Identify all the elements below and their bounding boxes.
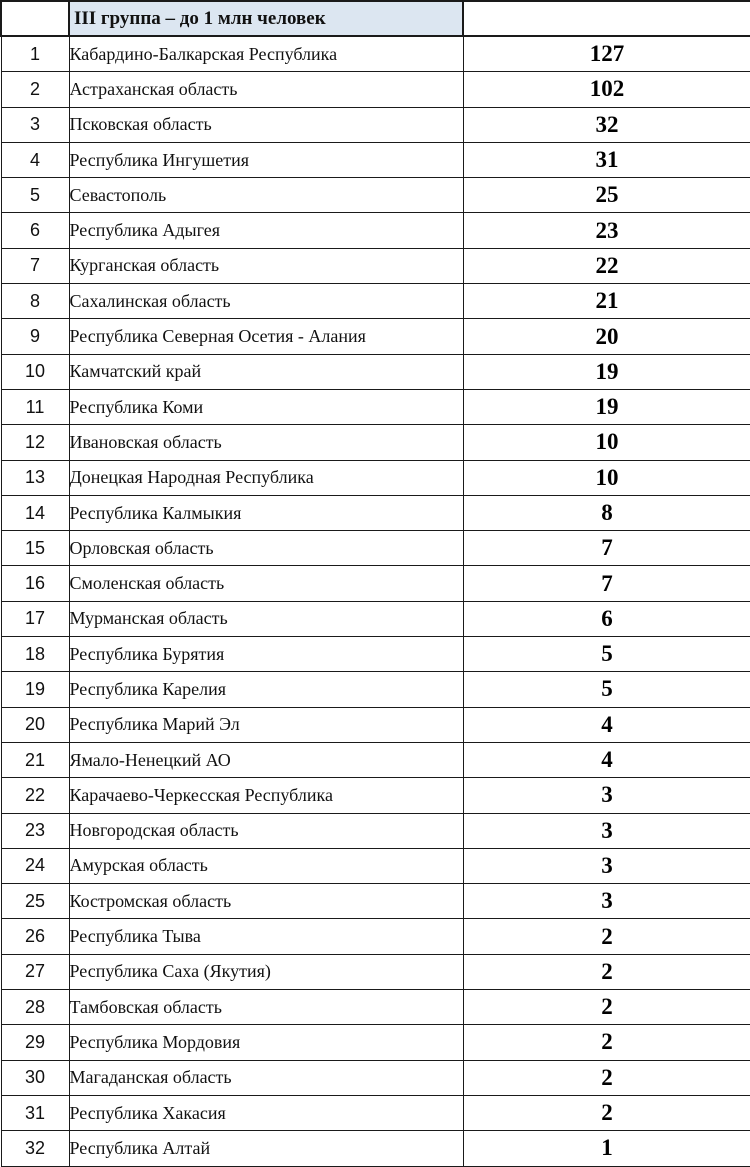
count-value-cell[interactable]: 32 (463, 107, 750, 142)
count-value-cell[interactable]: 2 (463, 1095, 750, 1130)
table-row (1, 36, 750, 72)
table-row (1, 425, 750, 460)
region-name-cell[interactable]: Республика Саха (Якутия) (69, 954, 463, 989)
table-row (1, 601, 750, 636)
region-name-cell[interactable]: Тамбовская область (69, 990, 463, 1025)
count-value-cell[interactable]: 10 (463, 460, 750, 495)
table-row (1, 495, 750, 530)
row-number-cell[interactable]: 32 (1, 1131, 69, 1166)
table-row (1, 213, 750, 248)
region-name-cell[interactable]: Амурская область (69, 848, 463, 883)
table-row (1, 813, 750, 848)
row-number-cell[interactable]: 27 (1, 954, 69, 989)
row-number-cell[interactable]: 25 (1, 884, 69, 919)
table-row (1, 319, 750, 354)
region-name-cell[interactable]: Сахалинская область (69, 284, 463, 319)
table-row (1, 354, 750, 389)
row-number-cell[interactable]: 30 (1, 1060, 69, 1095)
row-number-cell[interactable]: 5 (1, 178, 69, 213)
row-number-cell[interactable]: 15 (1, 531, 69, 566)
region-name-cell[interactable]: Магаданская область (69, 1060, 463, 1095)
count-value-cell[interactable]: 10 (463, 425, 750, 460)
count-value-cell[interactable]: 31 (463, 142, 750, 177)
table-row (1, 1131, 750, 1166)
row-number-cell[interactable]: 24 (1, 848, 69, 883)
region-name-cell[interactable]: Республика Тыва (69, 919, 463, 954)
table-row (1, 742, 750, 777)
row-number-cell[interactable]: 26 (1, 919, 69, 954)
region-name-cell[interactable]: Республика Калмыкия (69, 495, 463, 530)
group-title-cell[interactable]: III группа – до 1 млн человек (69, 1, 463, 36)
region-name-cell[interactable]: Республика Северная Осетия - Алания (69, 319, 463, 354)
row-number-cell[interactable]: 28 (1, 990, 69, 1025)
region-name-cell[interactable]: Республика Адыгея (69, 213, 463, 248)
row-number-cell[interactable]: 3 (1, 107, 69, 142)
region-name-cell[interactable]: Республика Бурятия (69, 637, 463, 672)
region-name-cell[interactable]: Мурманская область (69, 601, 463, 636)
region-name-cell[interactable]: Костромская область (69, 884, 463, 919)
table-row (1, 672, 750, 707)
row-number-cell[interactable]: 21 (1, 742, 69, 777)
row-number-cell[interactable]: 12 (1, 425, 69, 460)
count-value-cell[interactable]: 19 (463, 389, 750, 424)
row-number-cell[interactable]: 14 (1, 495, 69, 530)
region-name-cell[interactable]: Ямало-Ненецкий АО (69, 742, 463, 777)
count-value-cell[interactable]: 5 (463, 637, 750, 672)
row-number-cell[interactable]: 10 (1, 354, 69, 389)
table-row (1, 107, 750, 142)
count-value-cell[interactable]: 4 (463, 707, 750, 742)
count-value-cell[interactable]: 3 (463, 778, 750, 813)
region-name-cell[interactable]: Камчатский край (69, 354, 463, 389)
count-value-cell[interactable]: 3 (463, 884, 750, 919)
count-value-cell[interactable]: 2 (463, 919, 750, 954)
count-value-cell[interactable]: 3 (463, 848, 750, 883)
row-number-cell[interactable]: 31 (1, 1095, 69, 1130)
table-row (1, 248, 750, 283)
row-number-cell[interactable]: 6 (1, 213, 69, 248)
table-row (1, 284, 750, 319)
row-number-cell[interactable]: 23 (1, 813, 69, 848)
table-row (1, 848, 750, 883)
header-row (1, 1, 750, 36)
row-number-cell[interactable]: 22 (1, 778, 69, 813)
table-row (1, 990, 750, 1025)
count-value-cell[interactable]: 21 (463, 284, 750, 319)
count-value-cell[interactable]: 23 (463, 213, 750, 248)
region-name-cell[interactable]: Карачаево-Черкесская Республика (69, 778, 463, 813)
row-number-cell[interactable]: 11 (1, 389, 69, 424)
row-number-cell[interactable]: 20 (1, 707, 69, 742)
table-row (1, 954, 750, 989)
table-row (1, 1060, 750, 1095)
row-number-cell[interactable]: 9 (1, 319, 69, 354)
row-number-cell[interactable]: 17 (1, 601, 69, 636)
table-row (1, 778, 750, 813)
region-name-cell[interactable]: Орловская область (69, 531, 463, 566)
count-value-cell[interactable]: 25 (463, 178, 750, 213)
table-row (1, 919, 750, 954)
region-name-cell[interactable]: Псковская область (69, 107, 463, 142)
row-number-cell[interactable]: 16 (1, 566, 69, 601)
region-name-cell[interactable]: Кабардино-Балкарская Республика (69, 36, 463, 72)
row-number-cell[interactable]: 4 (1, 142, 69, 177)
header-cell-count-blank[interactable] (463, 1, 750, 36)
table-body (1, 36, 750, 1166)
table-row (1, 1025, 750, 1060)
row-number-cell[interactable]: 8 (1, 284, 69, 319)
row-number-cell[interactable]: 29 (1, 1025, 69, 1060)
region-name-cell[interactable]: Севастополь (69, 178, 463, 213)
region-name-cell[interactable]: Ивановская область (69, 425, 463, 460)
table-row (1, 531, 750, 566)
table-row (1, 389, 750, 424)
count-value-cell[interactable]: 127 (463, 36, 750, 72)
region-name-cell[interactable]: Смоленская область (69, 566, 463, 601)
row-number-cell[interactable]: 2 (1, 72, 69, 107)
row-number-cell[interactable]: 7 (1, 248, 69, 283)
region-name-cell[interactable]: Республика Мордовия (69, 1025, 463, 1060)
row-number-cell[interactable]: 18 (1, 637, 69, 672)
count-value-cell[interactable]: 4 (463, 742, 750, 777)
table-row (1, 72, 750, 107)
count-value-cell[interactable]: 8 (463, 495, 750, 530)
row-number-cell[interactable]: 1 (1, 36, 69, 72)
table-row (1, 566, 750, 601)
count-value-cell[interactable]: 2 (463, 954, 750, 989)
table-row (1, 142, 750, 177)
region-name-cell[interactable]: Астраханская область (69, 72, 463, 107)
count-value-cell[interactable]: 22 (463, 248, 750, 283)
count-value-cell[interactable]: 6 (463, 601, 750, 636)
region-name-cell[interactable]: Республика Хакасия (69, 1095, 463, 1130)
row-number-cell[interactable]: 13 (1, 460, 69, 495)
count-value-cell[interactable]: 2 (463, 1060, 750, 1095)
table-row (1, 1095, 750, 1130)
count-value-cell[interactable]: 7 (463, 531, 750, 566)
region-name-cell[interactable]: Республика Карелия (69, 672, 463, 707)
table-row (1, 178, 750, 213)
region-name-cell[interactable]: Новгородская область (69, 813, 463, 848)
count-value-cell[interactable]: 7 (463, 566, 750, 601)
table-row (1, 884, 750, 919)
count-value-cell[interactable]: 5 (463, 672, 750, 707)
table-header (1, 1, 750, 36)
table-row (1, 637, 750, 672)
region-name-cell[interactable]: Республика Коми (69, 389, 463, 424)
region-name-cell[interactable]: Республика Алтай (69, 1131, 463, 1166)
region-name-cell[interactable]: Донецкая Народная Республика (69, 460, 463, 495)
count-value-cell[interactable]: 2 (463, 1025, 750, 1060)
count-value-cell[interactable]: 102 (463, 72, 750, 107)
count-value-cell[interactable]: 3 (463, 813, 750, 848)
count-value-cell[interactable]: 2 (463, 990, 750, 1025)
header-cell-number-blank[interactable] (1, 1, 69, 36)
region-name-cell[interactable]: Курганская область (69, 248, 463, 283)
count-value-cell[interactable]: 19 (463, 354, 750, 389)
row-number-cell[interactable]: 19 (1, 672, 69, 707)
region-name-cell[interactable]: Республика Марий Эл (69, 707, 463, 742)
count-value-cell[interactable]: 1 (463, 1131, 750, 1166)
region-name-cell[interactable]: Республика Ингушетия (69, 142, 463, 177)
table-row (1, 460, 750, 495)
table-row (1, 707, 750, 742)
count-value-cell[interactable]: 20 (463, 319, 750, 354)
